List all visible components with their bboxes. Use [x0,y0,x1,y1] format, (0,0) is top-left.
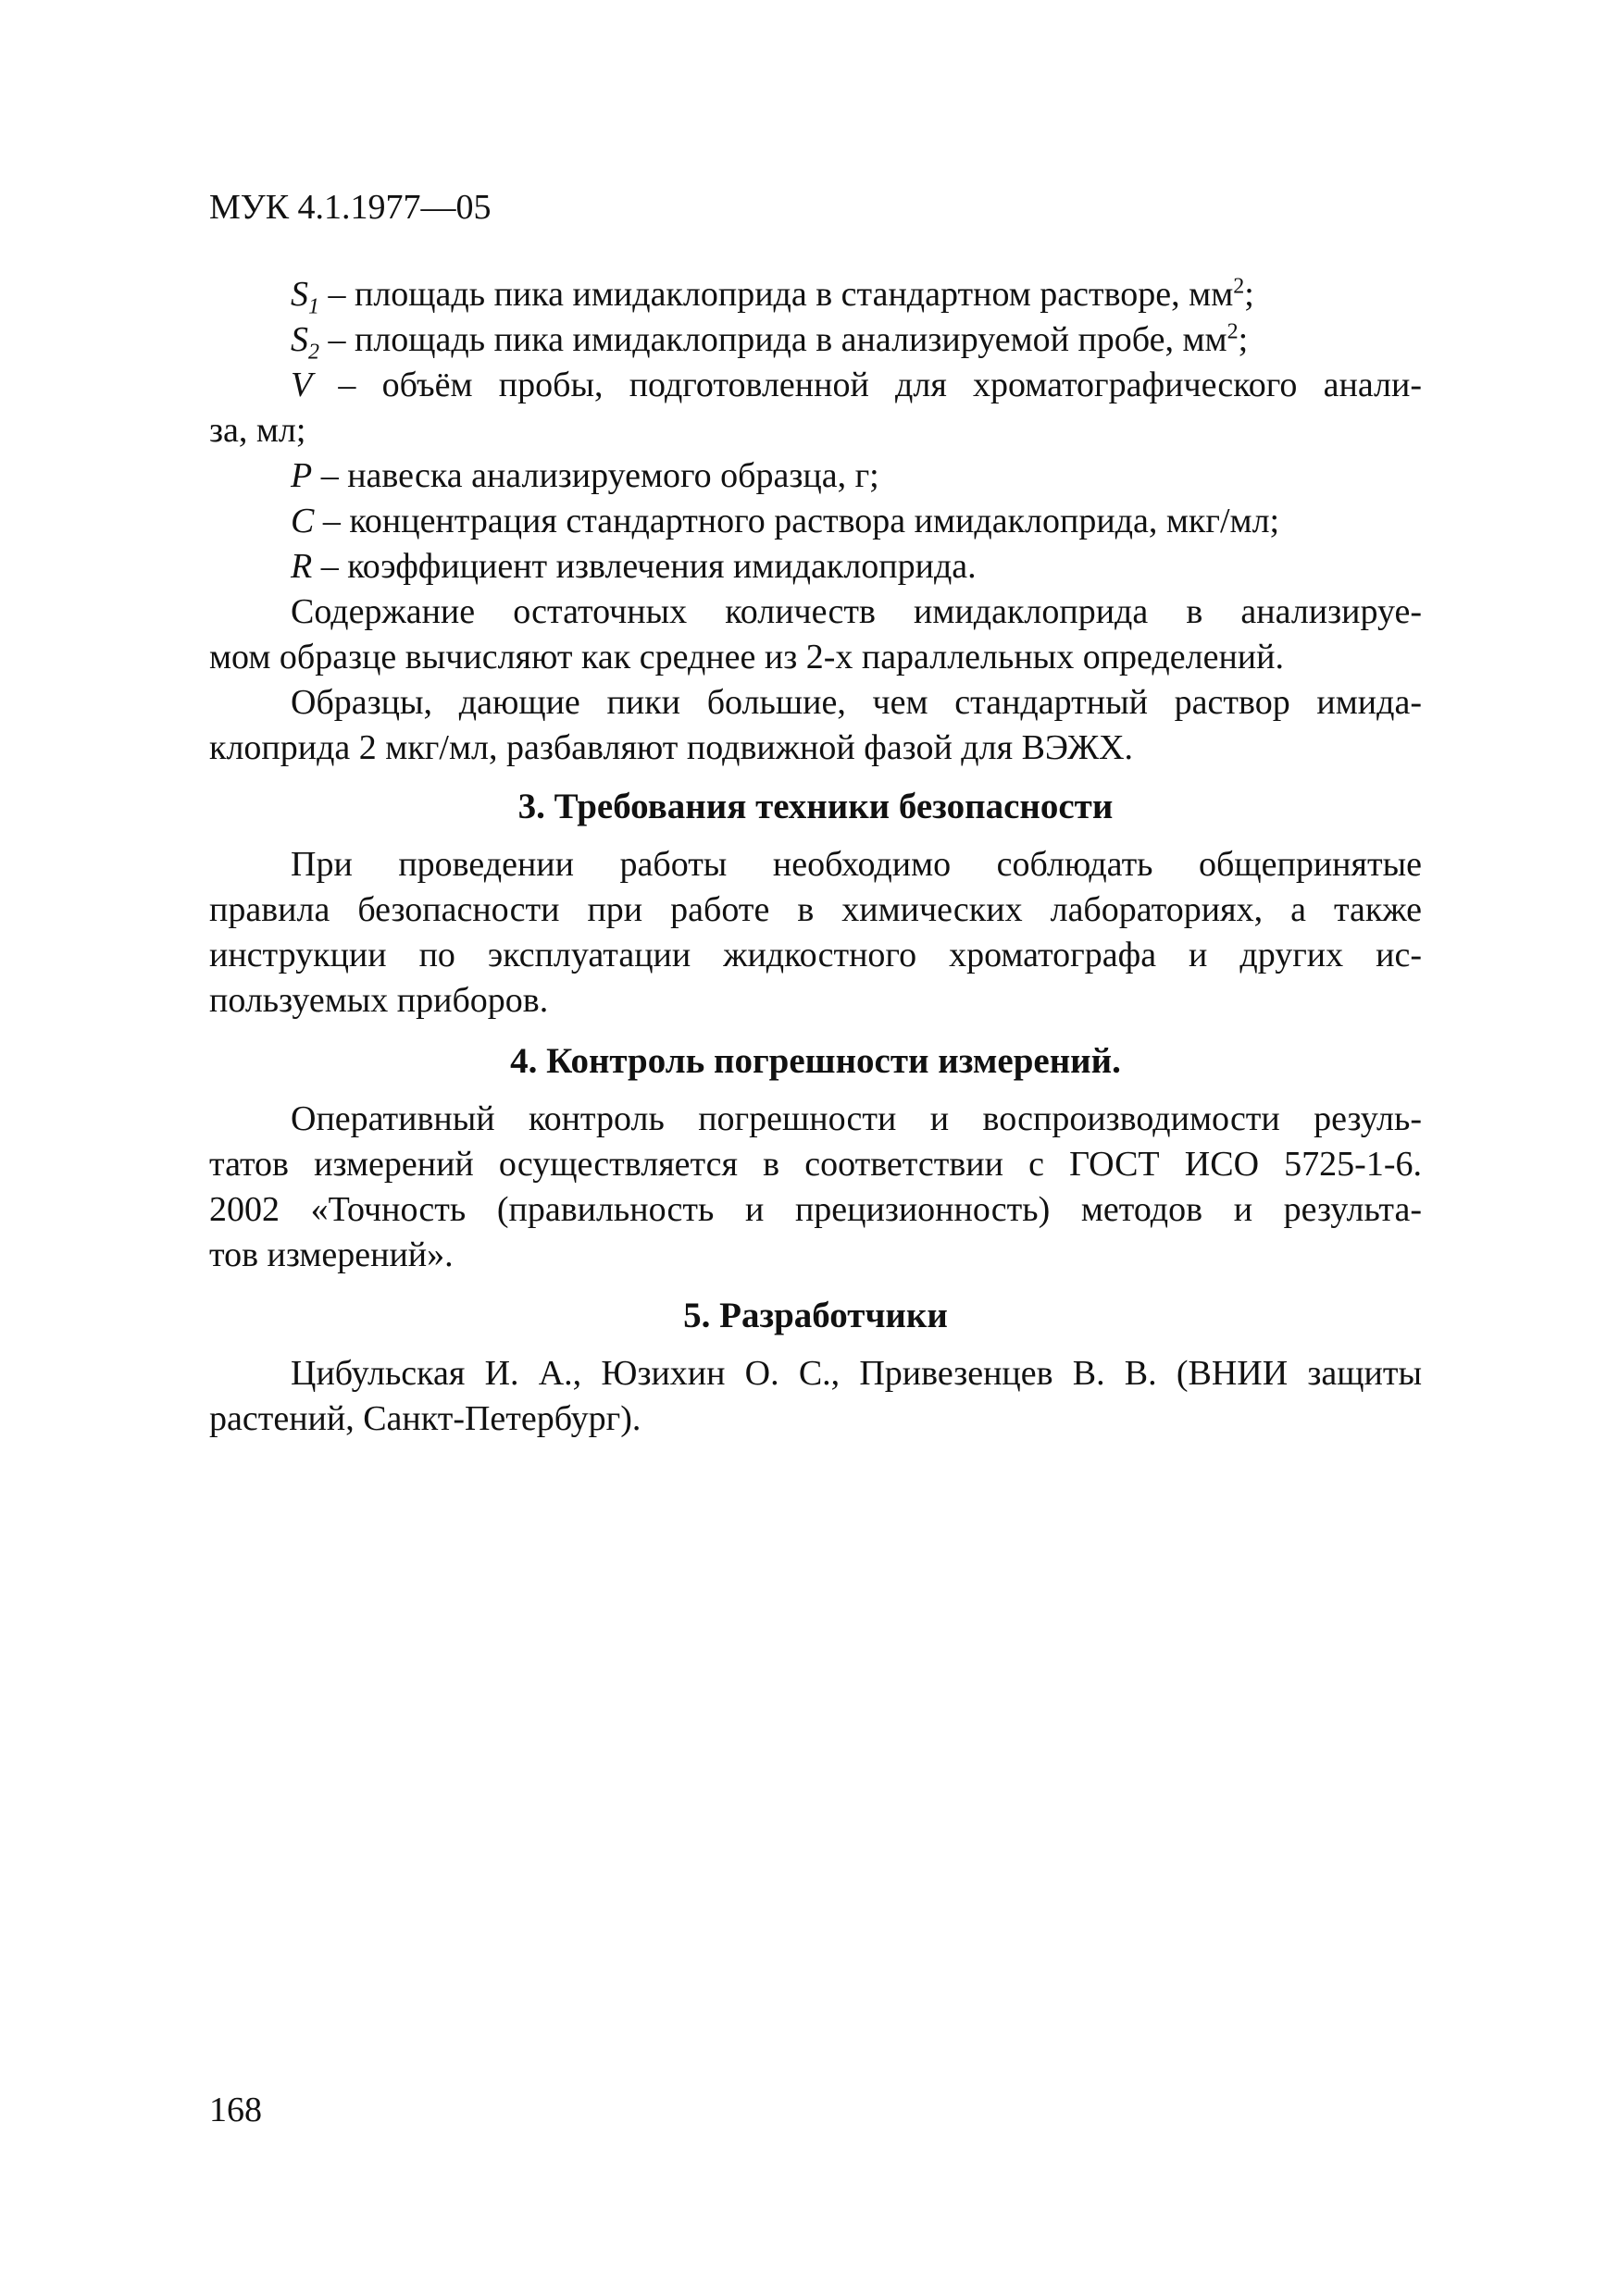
definition-r: R – коэффициент извлечения имидаклоприда. [291,547,977,586]
paragraph-line: инструкции по эксплуатации жидкостного хроматографа и других ис- [209,936,1422,974]
definition-s1: $S_1$ – площадь пика имидаклоприда в стандартном растворе, $мм^2$; [291,274,1254,319]
paragraph-line: Цибульская И. А., Юзихин О. С., Привезенцев В. В. (ВНИИ защиты [291,1354,1422,1393]
paragraph-line: 2002 «Точность (правильность и прецизионность) методов и результа- [209,1190,1422,1229]
definition-v-cont: за, мл; [209,411,306,450]
definition-s2: $S_2$ – площадь пика имидаклоприда в анализируемой пробе, $мм^2$; [291,319,1249,365]
symbol: $S_2$ [291,320,319,365]
symbol: $S_1$ [291,275,319,319]
paragraph-line: правила безопасности при работе в химических лабораториях, а также [209,890,1422,929]
paragraph-line: клоприда 2 мкг/мл, разбавляют подвижной фазой для ВЭЖХ. [209,728,1134,767]
paragraph-line: мом образце вычисляют как среднее из 2-х параллельных определений. [209,638,1284,676]
page-number: 168 [209,2091,262,2129]
paragraph-line: Содержание остаточных количеств имидаклоприда в анализируе- [291,592,1422,631]
section-heading-error-control: 4. Контроль погрешности измерений. [510,1041,1121,1081]
paragraph-line: растений, Санкт-Петербург). [209,1399,641,1438]
definition-v: V – объём пробы, подготовленной для хроматографического анали- [291,366,1422,404]
paragraph-line: пользуемых приборов. [209,981,549,1020]
paragraph-line: татов измерений осуществляется в соответствии с ГОСТ ИСО 5725-1-6. [209,1145,1422,1184]
definition-c: C – концентрация стандартного раствора имидаклоприда, мкг/мл; [291,502,1280,540]
section-heading-developers: 5. Разработчики [683,1296,948,1335]
document-body [209,272,1422,1442]
paragraph-line: Образцы, дающие пики большие, чем стандартный раствор имида- [291,683,1422,722]
paragraph-line: При проведении работы необходимо соблюдать общепринятые [291,845,1422,884]
section-heading-safety: 3. Требования техники безопасности [517,787,1114,826]
definition-p: P – навеска анализируемого образца, г; [291,456,879,495]
paragraph-line: Оперативный контроль погрешности и воспроизводимости резуль- [291,1099,1422,1138]
paragraph-line: тов измерений». [209,1235,454,1274]
document-code: МУК 4.1.1977—05 [209,188,492,227]
